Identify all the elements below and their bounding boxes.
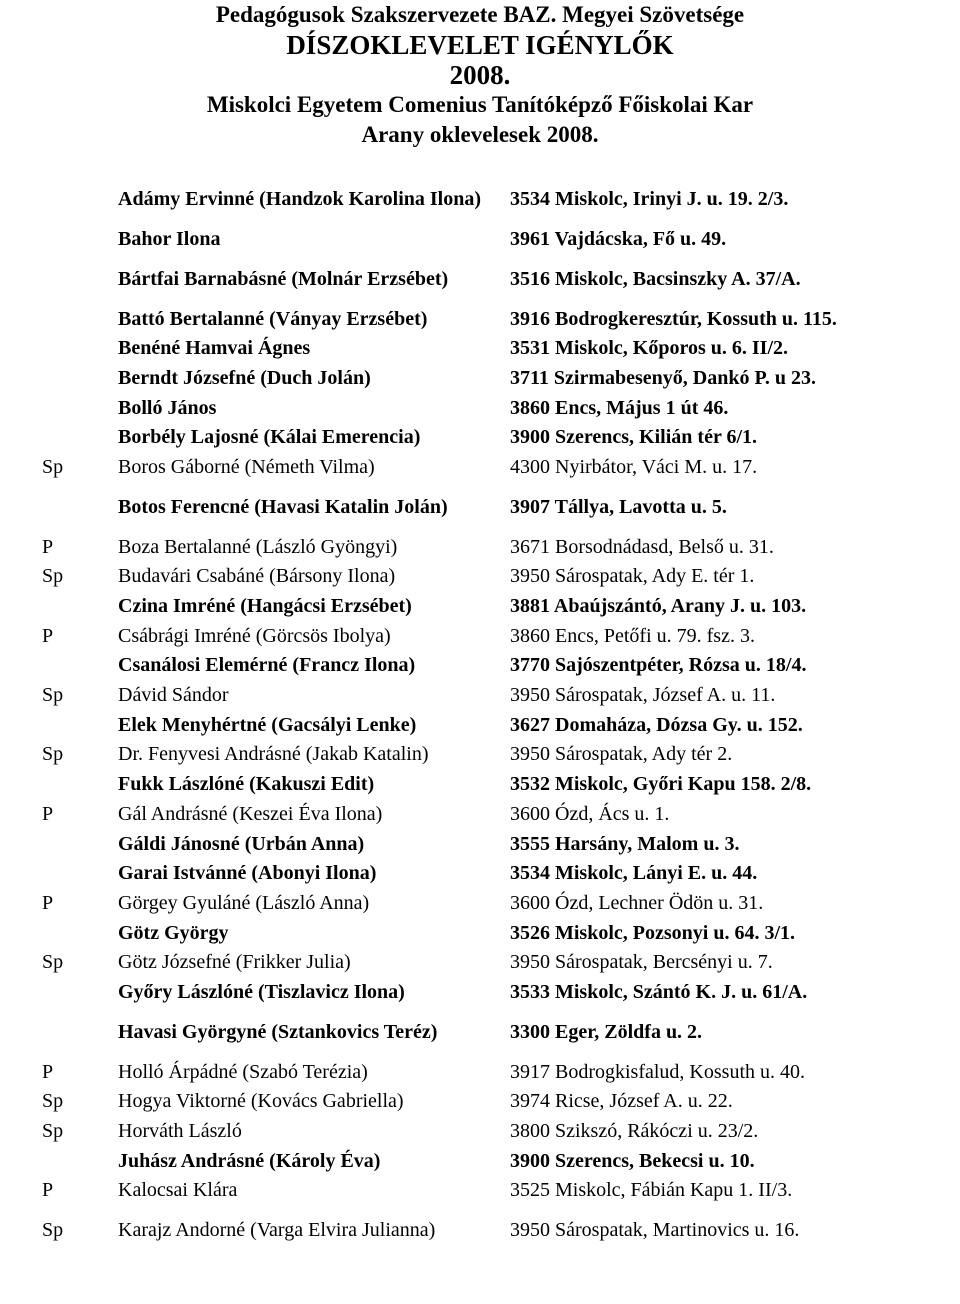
table-row xyxy=(0,174,960,224)
document-title: DÍSZOKLEVELET IGÉNYLŐK xyxy=(286,30,674,60)
table-row xyxy=(0,1176,960,1206)
membership-mark: Sp xyxy=(42,951,64,974)
table-row xyxy=(0,333,960,363)
membership-mark xyxy=(0,174,118,224)
recipient-address: 3907 Tállya, Lavotta u. 5. xyxy=(510,495,727,518)
recipient-name: Götz Józsefné (Frikker Julia) xyxy=(118,951,351,974)
recipient-address: 3950 Sárospatak, József A. u. 11. xyxy=(510,684,776,707)
membership-mark xyxy=(0,224,118,254)
document-header xyxy=(0,0,960,150)
table-row xyxy=(0,363,960,393)
membership-mark: Sp xyxy=(42,455,64,478)
recipient-name: Dávid Sándor xyxy=(118,684,229,707)
recipient-name: Horváth László xyxy=(118,1120,242,1143)
recipient-address: 3711 Szirmabesenyő, Dankó P. u 23. xyxy=(510,366,816,389)
recipient-address: 3860 Encs, Május 1 út 46. xyxy=(510,396,729,419)
recipient-name: Elek Menyhértné (Gacsályi Lenke) xyxy=(118,713,417,736)
table-row xyxy=(0,532,960,562)
table-row xyxy=(0,1087,960,1117)
membership-mark xyxy=(0,710,118,740)
recipient-name: Győry Lászlóné (Tiszlavicz Ilona) xyxy=(118,980,405,1003)
membership-mark: P xyxy=(42,1060,54,1083)
recipient-address: 3531 Miskolc, Kőporos u. 6. II/2. xyxy=(510,337,788,360)
recipient-name: Dr. Fenyvesi Andrásné (Jakab Katalin) xyxy=(118,743,429,766)
membership-mark: Sp xyxy=(42,565,64,588)
membership-mark: P xyxy=(42,535,54,558)
recipient-address: 3900 Szerencs, Kilián tér 6/1. xyxy=(510,426,758,449)
recipient-name: Csábrági Imréné (Görcsös Ibolya) xyxy=(118,624,391,647)
table-row xyxy=(0,1007,960,1057)
table-row xyxy=(0,799,960,829)
recipient-name: Karajz Andorné (Varga Elvira Julianna) xyxy=(118,1219,436,1242)
recipient-name: Götz György xyxy=(118,921,229,944)
list-subtitle: Arany oklevelesek 2008. xyxy=(361,122,599,147)
recipient-name: Budavári Csabáné (Bársony Ilona) xyxy=(118,565,396,588)
table-row xyxy=(0,710,960,740)
table-row xyxy=(0,1057,960,1087)
recipient-name: Görgey Gyuláné (László Anna) xyxy=(118,891,370,914)
recipient-name: Berndt Józsefné (Duch Jolán) xyxy=(118,366,371,389)
recipient-name: Boza Bertalanné (László Gyöngyi) xyxy=(118,535,398,558)
table-row xyxy=(0,977,960,1007)
recipient-name: Benéné Hamvai Ágnes xyxy=(118,337,311,360)
recipient-name: Juhász Andrásné (Károly Éva) xyxy=(118,1149,381,1172)
table-row xyxy=(0,254,960,304)
recipient-address: 3916 Bodrogkeresztúr, Kossuth u. 115. xyxy=(510,307,837,330)
recipient-address: 3532 Miskolc, Győri Kapu 158. 2/8. xyxy=(510,773,812,796)
table-row xyxy=(0,482,960,532)
recipient-name: Borbély Lajosné (Kálai Emerencia) xyxy=(118,426,421,449)
table-row xyxy=(0,562,960,592)
institution-name: Miskolci Egyetem Comenius Tanítóképző Főiskolai Kar xyxy=(206,92,754,117)
membership-mark: Sp xyxy=(42,1120,64,1143)
table-row xyxy=(0,947,960,977)
recipient-name: Bahor Ilona xyxy=(118,227,221,250)
recipient-address: 3627 Domaháza, Dózsa Gy. u. 152. xyxy=(510,713,803,736)
membership-mark xyxy=(0,918,118,948)
membership-mark xyxy=(0,829,118,859)
recipient-address: 3525 Miskolc, Fábián Kapu 1. II/3. xyxy=(510,1179,793,1202)
membership-mark xyxy=(0,769,118,799)
table-row xyxy=(0,452,960,482)
recipient-name: Csanálosi Elemérné (Francz Ilona) xyxy=(118,654,416,677)
membership-mark: P xyxy=(42,624,54,647)
membership-mark xyxy=(0,363,118,393)
recipient-address: 3961 Vajdácska, Fő u. 49. xyxy=(510,227,727,250)
membership-mark: P xyxy=(42,802,54,825)
recipient-name: Garai Istvánné (Abonyi Ilona) xyxy=(118,862,377,885)
recipient-address: 3950 Sárospatak, Ady tér 2. xyxy=(510,743,733,766)
recipient-address: 3800 Szikszó, Rákóczi u. 23/2. xyxy=(510,1120,759,1143)
table-row xyxy=(0,829,960,859)
table-row xyxy=(0,740,960,770)
recipient-address: 3900 Szerencs, Bekecsi u. 10. xyxy=(510,1149,755,1172)
recipient-address: 3533 Miskolc, Szántó K. J. u. 61/A. xyxy=(510,980,808,1003)
table-row xyxy=(0,591,960,621)
membership-mark xyxy=(0,977,118,1007)
membership-mark: P xyxy=(42,891,54,914)
table-row xyxy=(0,304,960,334)
recipient-address: 3860 Encs, Petőfi u. 79. fsz. 3. xyxy=(510,624,755,647)
recipient-address: 3526 Miskolc, Pozsonyi u. 64. 3/1. xyxy=(510,921,796,944)
recipient-name: Bolló János xyxy=(118,396,217,419)
membership-mark xyxy=(0,304,118,334)
recipient-address: 3770 Sajószentpéter, Rózsa u. 18/4. xyxy=(510,654,807,677)
recipient-name: Gáldi Jánosné (Urbán Anna) xyxy=(118,832,365,855)
table-row xyxy=(0,888,960,918)
recipient-name: Holló Árpádné (Szabó Terézia) xyxy=(118,1060,368,1083)
membership-mark: Sp xyxy=(42,1090,64,1113)
recipient-name: Fukk Lászlóné (Kakuszi Edit) xyxy=(118,773,375,796)
recipient-address: 3917 Bodrogkisfalud, Kossuth u. 40. xyxy=(510,1060,805,1083)
recipient-name: Botos Ferencné (Havasi Katalin Jolán) xyxy=(118,495,448,518)
membership-mark: Sp xyxy=(42,684,64,707)
recipient-address: 3600 Ózd, Ács u. 1. xyxy=(510,802,670,825)
table-row xyxy=(0,224,960,254)
membership-mark xyxy=(0,858,118,888)
table-row xyxy=(0,393,960,423)
table-row xyxy=(0,422,960,452)
table-row xyxy=(0,651,960,681)
membership-mark xyxy=(0,1007,118,1057)
recipient-address: 3300 Eger, Zöldfa u. 2. xyxy=(510,1020,703,1043)
recipient-address: 3555 Harsány, Malom u. 3. xyxy=(510,832,740,855)
recipient-address: 3671 Borsodnádasd, Belső u. 31. xyxy=(510,535,774,558)
membership-mark xyxy=(0,651,118,681)
recipient-address: 3600 Ózd, Lechner Ödön u. 31. xyxy=(510,891,764,914)
table-row xyxy=(0,918,960,948)
recipient-address: 3534 Miskolc, Irinyi J. u. 19. 2/3. xyxy=(510,188,789,210)
recipient-address: 3974 Ricse, József A. u. 22. xyxy=(510,1090,733,1113)
membership-mark xyxy=(0,482,118,532)
recipient-address: 3950 Sárospatak, Bercsényi u. 7. xyxy=(510,951,773,974)
recipient-address: 3881 Abaújszántó, Arany J. u. 103. xyxy=(510,595,807,618)
recipient-address: 3950 Sárospatak, Ady E. tér 1. xyxy=(510,565,755,588)
recipient-name: Czina Imréné (Hangácsi Erzsébet) xyxy=(118,595,412,618)
recipient-address: 3534 Miskolc, Lányi E. u. 44. xyxy=(510,862,758,885)
recipient-name: Kalocsai Klára xyxy=(118,1179,238,1202)
membership-mark xyxy=(0,1146,118,1176)
membership-mark xyxy=(0,333,118,363)
recipient-name: Battó Bertalanné (Ványay Erzsébet) xyxy=(118,307,428,330)
recipient-name: Gál Andrásné (Keszei Éva Ilona) xyxy=(118,802,383,825)
recipients-table-body xyxy=(0,174,960,1255)
membership-mark: P xyxy=(42,1179,54,1202)
table-row xyxy=(0,858,960,888)
recipient-name: Bártfai Barnabásné (Molnár Erzsébet) xyxy=(118,267,449,290)
table-row xyxy=(0,621,960,651)
membership-mark: Sp xyxy=(42,743,64,766)
membership-mark: Sp xyxy=(42,1219,64,1242)
membership-mark xyxy=(0,393,118,423)
membership-mark xyxy=(0,422,118,452)
document-year: 2008. xyxy=(449,60,511,90)
membership-mark xyxy=(0,591,118,621)
membership-mark xyxy=(0,254,118,304)
recipient-name: Adámy Ervinné (Handzok Karolina Ilona) xyxy=(118,188,482,210)
table-row xyxy=(0,1146,960,1176)
recipient-address: 3950 Sárospatak, Martinovics u. 16. xyxy=(510,1219,800,1242)
recipient-address: 3516 Miskolc, Bacsinszky A. 37/A. xyxy=(510,267,801,290)
recipient-name: Boros Gáborné (Németh Vilma) xyxy=(118,455,375,478)
table-row xyxy=(0,1205,960,1255)
recipient-address: 4300 Nyirbátor, Váci M. u. 17. xyxy=(510,455,758,478)
table-row xyxy=(0,769,960,799)
table-row xyxy=(0,1116,960,1146)
organization-title: Pedagógusok Szakszervezete BAZ. Megyei Szövetsége xyxy=(215,2,745,27)
recipients-table xyxy=(0,174,960,1255)
table-row xyxy=(0,680,960,710)
recipient-name: Hogya Viktorné (Kovács Gabriella) xyxy=(118,1090,404,1113)
recipient-name: Havasi Györgyné (Sztankovics Teréz) xyxy=(118,1020,438,1043)
